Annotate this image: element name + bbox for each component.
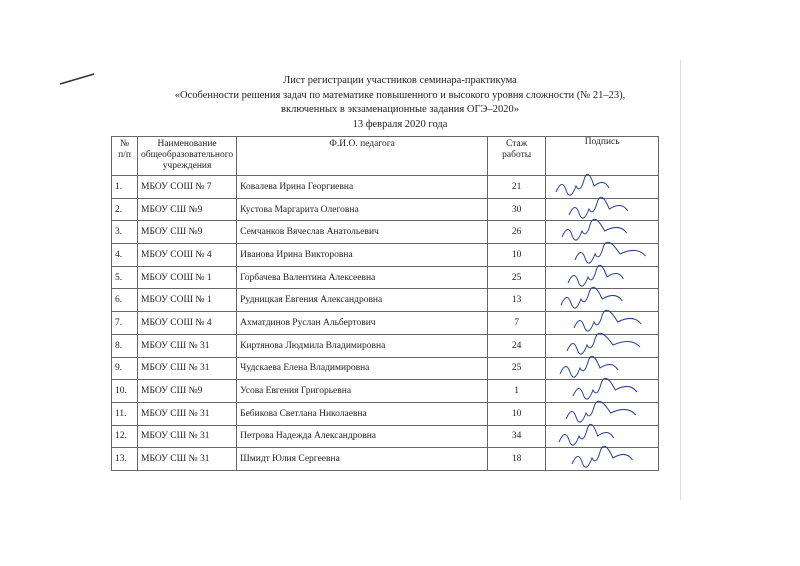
row-experience: 25 [488,266,546,289]
row-experience: 34 [488,425,546,448]
row-teacher-name: Кустова Маргарита Олеговна [237,198,488,221]
row-number: 11. [112,402,138,425]
header-name: Ф.И.О. педагога [237,137,488,176]
row-school: МБОУ СШ №9 [138,380,237,403]
row-school: МБОУ СОШ № 7 [138,176,237,199]
registration-table [111,136,659,471]
row-number: 6. [112,289,138,312]
title-line-3: включенных в экзаменационные задания ОГЭ–2020» [281,104,519,115]
row-number: 1. [112,176,138,199]
row-school: МБОУ СОШ № 1 [138,289,237,312]
row-school: МБОУ СШ № 31 [138,448,237,471]
header-number: № п/п [112,137,138,176]
row-number: 8. [112,334,138,357]
row-experience: 10 [488,244,546,267]
row-teacher-name: Ковалева Ирина Георгиевна [237,176,488,199]
row-teacher-name: Киртянова Людмила Владимировна [237,334,488,357]
row-number: 7. [112,312,138,335]
row-number: 9. [112,357,138,380]
row-teacher-name: Шмидт Юлия Сергеевна [237,448,488,471]
row-teacher-name: Семчанков Вячеслав Анатольевич [237,221,488,244]
row-teacher-name: Чудскаева Елена Владимировна [237,357,488,380]
row-teacher-name: Иванова Ирина Викторовна [237,244,488,267]
row-teacher-name: Усова Евгения Григорьевна [237,380,488,403]
row-school: МБОУ СОШ № 4 [138,244,237,267]
row-number: 3. [112,221,138,244]
row-number: 10. [112,380,138,403]
row-teacher-name: Бебикова Светлана Николаевна [237,402,488,425]
row-experience: 10 [488,402,546,425]
row-teacher-name: Горбачева Валентина Алексеевна [237,266,488,289]
row-experience: 18 [488,448,546,471]
row-school: МБОУ СОШ № 1 [138,266,237,289]
row-school: МБОУ СШ № 31 [138,425,237,448]
row-school: МБОУ СШ № 31 [138,334,237,357]
handwritten-signature [546,440,658,476]
row-number: 4. [112,244,138,267]
row-experience: 30 [488,198,546,221]
document-title [0,74,800,132]
row-teacher-name: Рудницкая Евгения Александровна [237,289,488,312]
row-school: МБОУ СШ №9 [138,221,237,244]
row-number: 13. [112,448,138,471]
row-number: 5. [112,266,138,289]
row-teacher-name: Ахматдинов Руслан Альбертович [237,312,488,335]
row-experience: 24 [488,334,546,357]
row-school: МБОУ СШ № 31 [138,357,237,380]
row-experience: 1 [488,380,546,403]
header-school: Наименование общеобразовательного учреждения [138,137,237,176]
title-line-1: Лист регистрации участников семинара-практикума [283,75,517,86]
row-signature [546,448,659,471]
row-school: МБОУ СОШ № 4 [138,312,237,335]
header-signature: Подпись [546,137,659,176]
row-teacher-name: Петрова Надежда Александровна [237,425,488,448]
row-school: МБОУ СШ № 31 [138,402,237,425]
row-school: МБОУ СШ №9 [138,198,237,221]
row-experience: 25 [488,357,546,380]
row-experience: 26 [488,221,546,244]
header-experience: Стаж работы [488,137,546,176]
row-experience: 7 [488,312,546,335]
row-experience: 13 [488,289,546,312]
row-experience: 21 [488,176,546,199]
table-row [112,448,659,471]
title-date: 13 февраля 2020 года [352,118,448,130]
title-line-2: «Особенности решения задач по математике повышенного и высокого уровня сложности (№ 21–23), [174,89,626,101]
row-number: 12. [112,425,138,448]
row-number: 2. [112,198,138,221]
